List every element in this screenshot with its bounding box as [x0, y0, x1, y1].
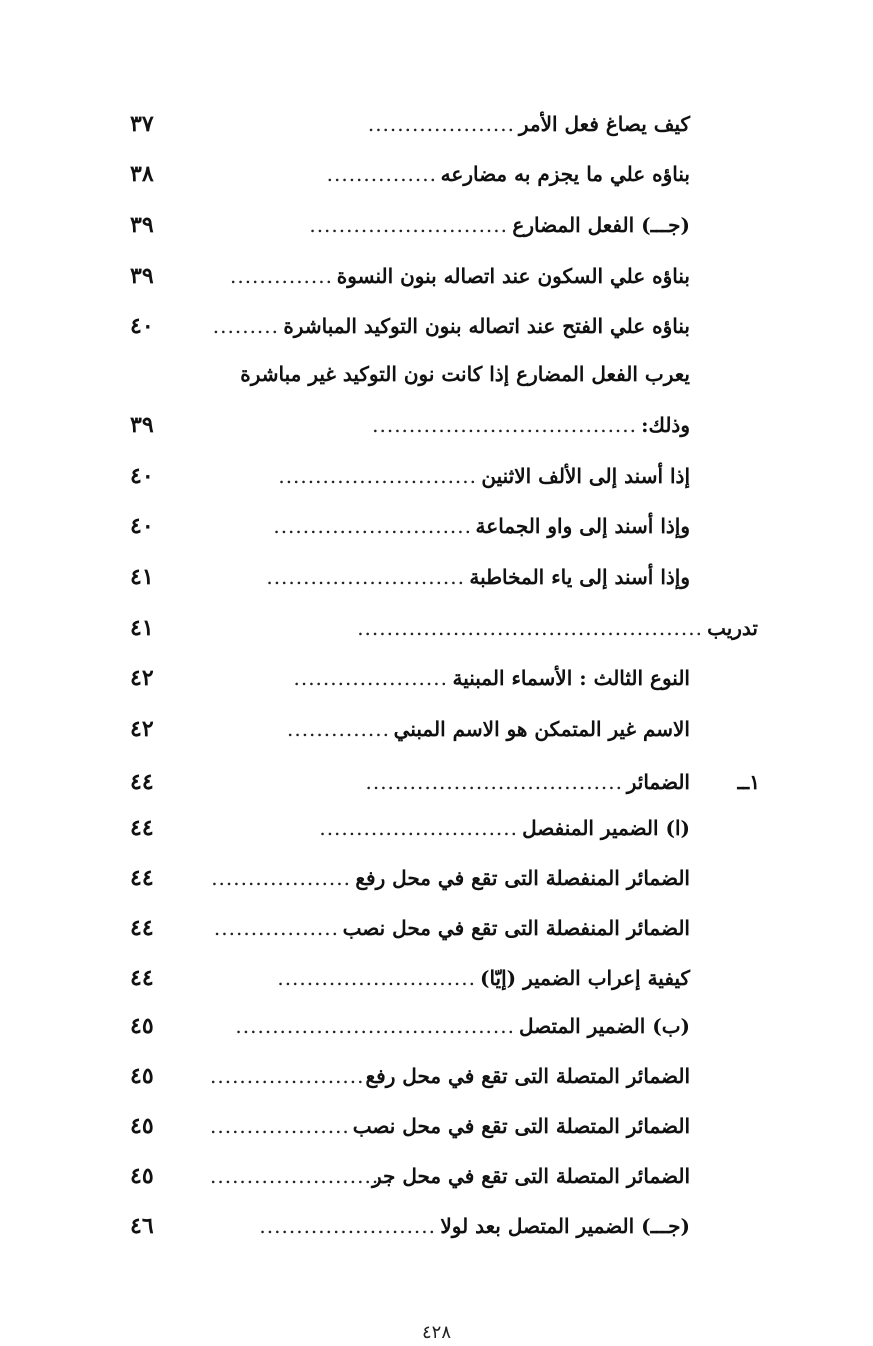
toc-entry-page: ٤٠ [130, 313, 154, 339]
toc-entry-page: ٤١ [130, 615, 154, 641]
toc-entry [120, 1004, 740, 1048]
toc-entry [120, 352, 740, 396]
toc-entry-page: ٣٨ [130, 161, 154, 187]
toc-entry-page: ٤٥ [130, 1113, 154, 1139]
toc-entry [120, 304, 740, 348]
toc-entry-title: (جـــ) الفعل المضارع [512, 213, 690, 237]
toc-entry-title: (ا) الضمير المنفصل [522, 816, 690, 840]
toc-entry-page: ٤٦ [130, 1213, 154, 1239]
toc-entry-title: إذا أسند إلى الألف الاثنين [481, 464, 690, 488]
toc-entry-page: ٤٥ [130, 1013, 154, 1039]
toc-entry [120, 403, 740, 447]
toc-entry [120, 1204, 740, 1248]
toc-entry-page: ٤٢ [130, 716, 154, 742]
toc-entry-page: ٣٩ [130, 412, 154, 438]
toc-entry-title: الضمائر المتصلة التى تقع في محل رفع [365, 1064, 690, 1088]
toc-entry-title: الضمائر المتصلة التى تقع في محل نصب [352, 1114, 690, 1138]
toc-entry-title: تدريب [707, 616, 758, 640]
toc-leader-dots: ........................... [278, 464, 477, 488]
toc-entry-title: (ب) الضمير المتصل [518, 1014, 690, 1038]
toc-leader-dots: ................... [211, 866, 351, 890]
toc-leader-dots: .............. [286, 717, 390, 741]
toc-entry-title: يعرب الفعل المضارع إذا كانت نون التوكيد غير مباشرة [240, 362, 690, 386]
toc-leader-dots: .................................... [372, 413, 637, 437]
toc-entry [120, 606, 758, 650]
toc-entry-title: وإذا أسند إلى ياء المخاطبة [469, 565, 690, 589]
toc-entry-title: الضمائر [626, 770, 690, 794]
toc-entry-page: ٤٤ [130, 915, 154, 941]
toc-entry [120, 806, 740, 850]
toc-leader-dots: ..................... [293, 666, 448, 690]
toc-entry [120, 656, 740, 700]
toc-leader-dots: ........................ [259, 1214, 436, 1238]
toc-leader-dots: .................... [367, 112, 515, 136]
toc-leader-dots: ......................... [210, 1164, 394, 1188]
toc-entry [120, 906, 740, 950]
toc-entry-page: ٤٤ [130, 769, 154, 795]
toc-entry [120, 152, 740, 196]
toc-entry [120, 856, 740, 900]
toc-leader-dots: ......... [212, 314, 279, 338]
toc-leader-dots: ...................... [210, 1064, 372, 1088]
toc-leader-dots: ........................... [266, 565, 465, 589]
toc-entry-title: الضمائر المتصلة التى تقع في محل جر [371, 1164, 690, 1188]
toc-entry [120, 956, 740, 1000]
toc-entry-page: ٤٠ [130, 513, 154, 539]
toc-entry [120, 504, 740, 548]
toc-entry-title: (جـــ) الضمير المتصل بعد لولا [440, 1214, 690, 1238]
toc-entry-page: ٤٤ [130, 965, 154, 991]
toc-entry-title: بناؤه علي الفتح عند اتصاله بنون التوكيد المباشرة [283, 314, 690, 338]
toc-entry-title: الضمائر المنفصلة التى تقع في محل نصب [342, 916, 690, 940]
toc-entry [120, 555, 740, 599]
toc-entry-page: ٤٤ [130, 815, 154, 841]
toc-leader-dots: ................. [213, 916, 339, 940]
toc-entry [120, 454, 740, 498]
toc-entry [120, 707, 740, 751]
toc-leader-dots: .............. [229, 264, 333, 288]
toc-leader-dots: ............................................... [357, 616, 703, 640]
toc-entry-page: ٤٢ [130, 665, 154, 691]
toc-entry-title: بناؤه علي ما يجزم به مضارعه [440, 162, 690, 186]
toc-entry-page: ٤١ [130, 564, 154, 590]
page-number-footer: ٤٢٨ [421, 1322, 451, 1343]
toc-leader-dots: ........................... [277, 966, 476, 990]
toc-leader-dots: ...................................... [235, 1014, 515, 1038]
toc-leader-dots: ........................... [273, 514, 472, 538]
toc-entry-marker: ١ــ [737, 770, 760, 794]
toc-entry-page: ٤٠ [130, 463, 154, 489]
toc-leader-dots: ................................... [365, 770, 623, 794]
toc-leader-dots: ........................... [309, 213, 508, 237]
toc-entry-title: النوع الثالث : الأسماء المبنية [452, 666, 690, 690]
toc-entry [120, 760, 760, 804]
toc-entry-page: ٤٥ [130, 1163, 154, 1189]
toc-entry [120, 1154, 740, 1198]
toc-entry-title: وذلك: [641, 413, 690, 437]
toc-entry-title: الضمائر المنفصلة التى تقع في محل رفع [355, 866, 690, 890]
toc-entry [120, 1054, 740, 1098]
toc-entry [120, 1104, 740, 1148]
toc-entry-title: كيفية إعراب الضمير (إيّا) [480, 966, 690, 990]
toc-leader-dots: ........................... [319, 816, 518, 840]
toc-entry-page: ٤٤ [130, 865, 154, 891]
toc-entry-title: بناؤه علي السكون عند اتصاله بنون النسوة [336, 264, 690, 288]
toc-entry-title: وإذا أسند إلى واو الجماعة [475, 514, 690, 538]
toc-entry [120, 203, 740, 247]
toc-entry [120, 102, 740, 146]
toc-entry-page: ٣٩ [130, 263, 154, 289]
toc-entry-title: الاسم غير المتمكن هو الاسم المبني [393, 717, 690, 741]
toc-leader-dots: ................... [210, 1114, 350, 1138]
toc-leader-dots: ............... [326, 162, 437, 186]
toc-entry-page: ٣٧ [130, 111, 154, 137]
toc-entry-title: كيف يصاغ فعل الأمر [518, 112, 690, 136]
toc-entry-page: ٤٥ [130, 1063, 154, 1089]
toc-entry-page: ٣٩ [130, 212, 154, 238]
toc-entry [120, 254, 740, 298]
